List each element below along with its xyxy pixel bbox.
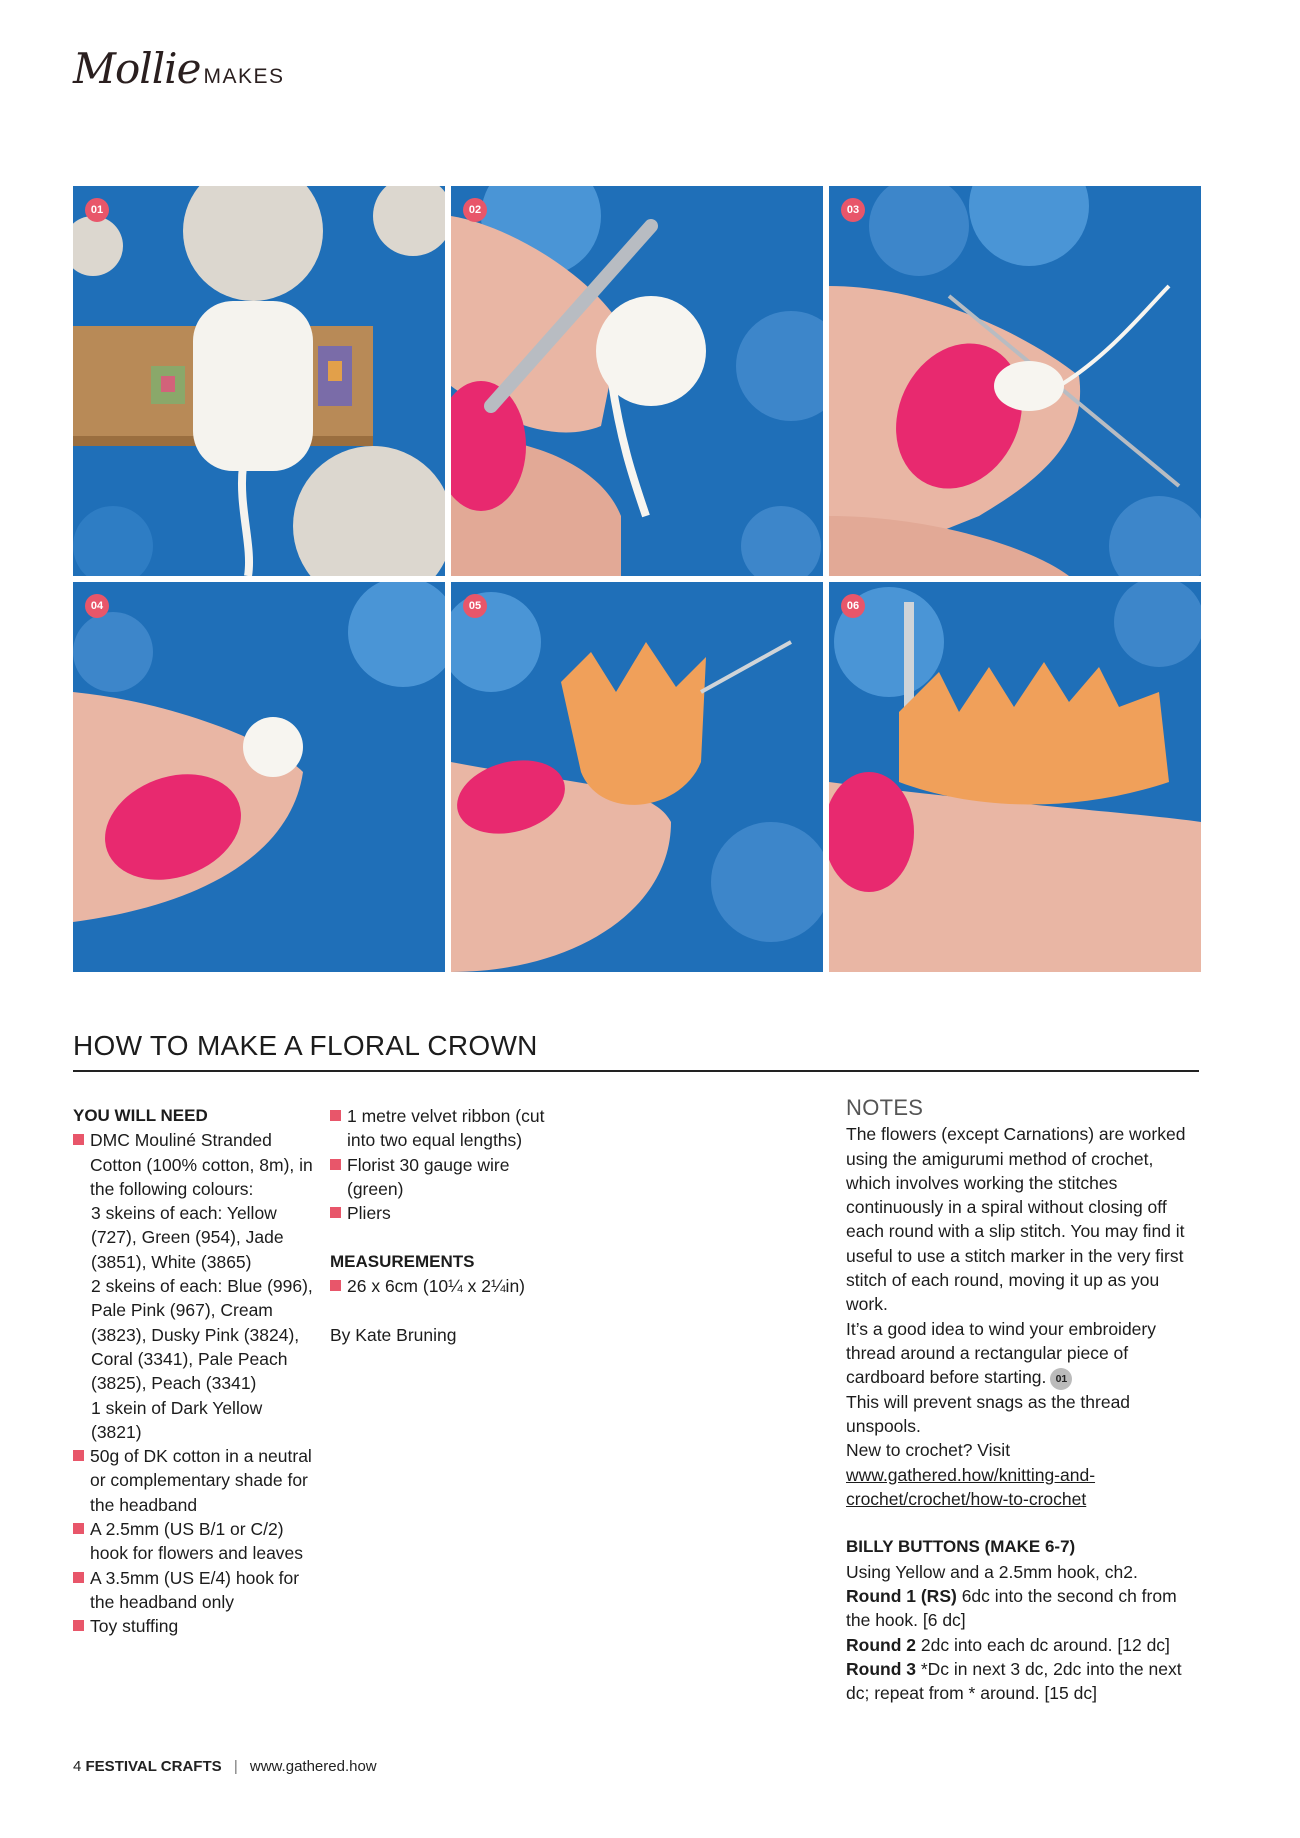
- list-item: [73, 1444, 313, 1517]
- bullet-square-icon: [73, 1572, 84, 1583]
- bullet-square-icon: [330, 1159, 341, 1170]
- step-number-badge: 03: [841, 198, 865, 222]
- publication-name: FESTIVAL CRAFTS: [85, 1758, 222, 1775]
- list-item-text: Florist 30 gauge wire (green): [347, 1154, 510, 1199]
- footer-separator: |: [233, 1758, 238, 1775]
- bullet-square-icon: [73, 1450, 84, 1461]
- crochet-guide-link[interactable]: www.gathered.how/knitting-and-crochet/crochet/how-to-crochet: [846, 1464, 1096, 1509]
- notes-paragraph: It’s a good idea to wind your embroidery thread around a rectangular piece of cardboard before starting. 01: [846, 1317, 1202, 1390]
- page-number: 4: [73, 1758, 82, 1775]
- list-item: [73, 1614, 313, 1638]
- list-item-text: A 3.5mm (US E/4) hook for the headband only: [90, 1567, 300, 1612]
- list-item-text: A 2.5mm (US B/1 or C/2) hook for flowers and leaves: [90, 1519, 304, 1564]
- step-photo-03: [829, 186, 1201, 576]
- step-reference-badge: 01: [1050, 1368, 1072, 1390]
- list-item: [330, 1201, 570, 1225]
- step-number-badge: 01: [85, 198, 109, 222]
- bullet-square-icon: [73, 1523, 84, 1534]
- materials-column-1: [73, 1104, 313, 1639]
- list-item-sub: 3 skeins of each: Yellow (727), Green (954), Jade (3851), White (3865): [91, 1203, 284, 1272]
- step-photo-01: [73, 186, 445, 576]
- notes-column: [846, 1096, 1202, 1706]
- measurements-heading: MEASUREMENTS: [330, 1251, 475, 1271]
- list-item: [330, 1274, 570, 1298]
- step-number-badge: 05: [463, 594, 487, 618]
- page-footer: [73, 1758, 377, 1775]
- bullet-square-icon: [330, 1280, 341, 1291]
- logo-script: Mollie: [73, 44, 201, 93]
- list-item: [330, 1153, 570, 1202]
- logo-makes: MAKES: [203, 65, 285, 88]
- you-will-need-heading: YOU WILL NEED: [73, 1106, 208, 1125]
- list-item: [73, 1128, 313, 1201]
- magazine-logo: [73, 44, 284, 93]
- list-item: [73, 1517, 313, 1566]
- step-number-badge: 06: [841, 594, 865, 618]
- footer-url[interactable]: www.gathered.how: [249, 1758, 377, 1775]
- notes-paragraph: The flowers (except Carnations) are worked using the amigurumi method of crochet, which involves working the stitches continuously in a spiral without closing off each round with a slip stitch. You may find it useful to use a stitch marker in the very first stitch of each round, moving it up as you work.: [846, 1124, 1186, 1315]
- bullet-square-icon: [73, 1620, 84, 1631]
- list-item-text: Pliers: [347, 1203, 391, 1224]
- byline: By Kate Bruning: [330, 1324, 457, 1345]
- step-photo-04: [73, 582, 445, 972]
- step-photo-06: [829, 582, 1201, 972]
- list-item-text: Toy stuffing: [90, 1616, 179, 1637]
- notes-paragraph: This will prevent snags as the thread unspools.: [846, 1391, 1131, 1436]
- notes-heading: NOTES: [846, 1095, 924, 1120]
- section-title: HOW TO MAKE A FLORAL CROWN: [73, 1030, 538, 1061]
- step-number-badge: 04: [85, 594, 109, 618]
- list-item-sub: 2 skeins of each: Blue (996), Pale Pink (967), Cream (3823), Dusky Pink (3824), Coral (3341), Pale Peach (3825), Peach (3341): [91, 1276, 313, 1394]
- step-number-badge: 02: [463, 198, 487, 222]
- pattern-round-1: Round 1 (RS) 6dc into the second ch from the hook. [6 dc]: [846, 1586, 1177, 1631]
- bullet-square-icon: [330, 1207, 341, 1218]
- list-item-text: 1 metre velvet ribbon (cut into two equal lengths): [347, 1106, 545, 1151]
- step-photo-grid: [73, 186, 1199, 976]
- bullet-square-icon: [330, 1110, 341, 1121]
- step-photo-02: [451, 186, 823, 576]
- list-item-text: DMC Mouliné Stranded Cotton (100% cotton, 8m), in the following colours:: [90, 1130, 313, 1199]
- section-divider: [73, 1070, 1199, 1072]
- list-item: [330, 1104, 570, 1153]
- bullet-square-icon: [73, 1134, 84, 1145]
- list-item-text: 50g of DK cotton in a neutral or complementary shade for the headband: [90, 1446, 312, 1515]
- pattern-round-2: Round 2 2dc into each dc around. [12 dc]: [846, 1634, 1170, 1655]
- notes-paragraph: New to crochet? Visit www.gathered.how/knitting-and-crochet/crochet/how-to-crochet: [846, 1440, 1096, 1509]
- pattern-round-3: Round 3 *Dc in next 3 dc, 2dc into the next dc; repeat from * around. [15 dc]: [846, 1658, 1182, 1704]
- pattern-intro: Using Yellow and a 2.5mm hook, ch2.: [846, 1561, 1138, 1582]
- list-item-sub: 1 skein of Dark Yellow (3821): [91, 1397, 263, 1442]
- billy-buttons-heading: BILLY BUTTONS (MAKE 6-7): [846, 1537, 1076, 1557]
- list-item: [73, 1566, 313, 1615]
- materials-column-2: [330, 1104, 570, 1347]
- list-item-text: 26 x 6cm (10¼ x 2¼in): [347, 1276, 525, 1297]
- step-photo-05: [451, 582, 823, 972]
